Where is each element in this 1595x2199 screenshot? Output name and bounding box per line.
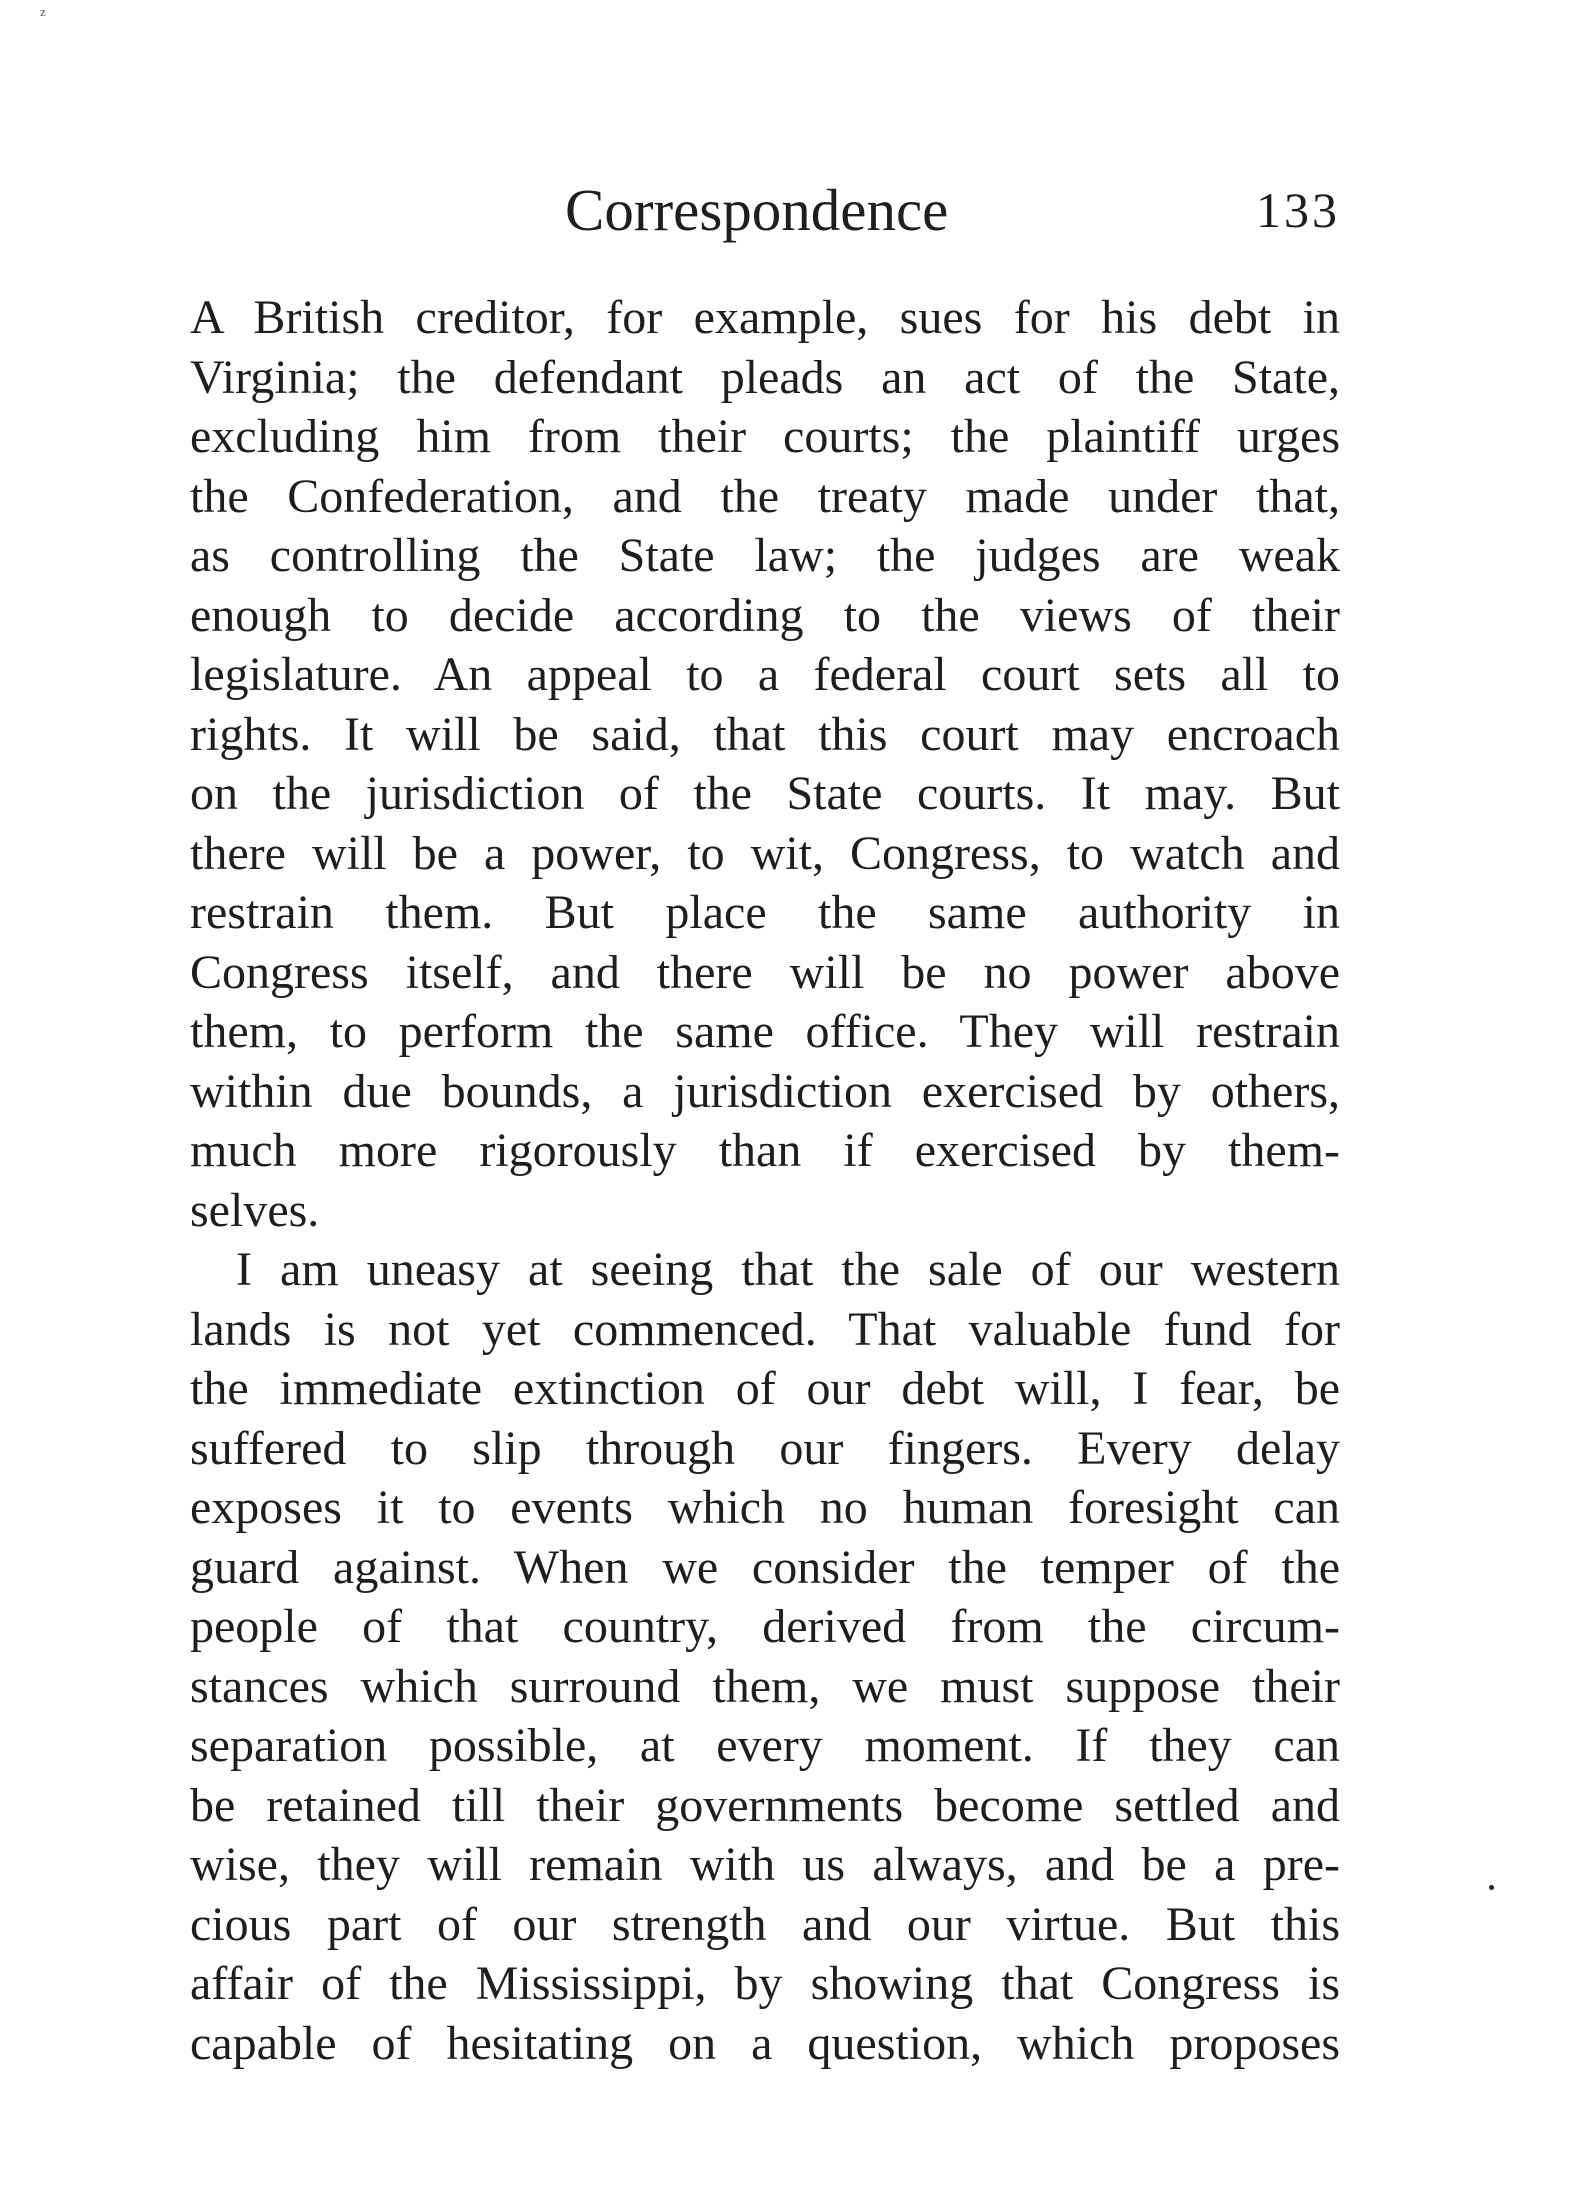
text-line: capable of hesitating on a question, which proposes bbox=[190, 2016, 1340, 2070]
text-line: the immediate extinction of our debt will, I fear, be bbox=[190, 1362, 1340, 1415]
stray-ink-dot bbox=[1489, 1885, 1494, 1890]
text-line: there will be a power, to wit, Congress, to watch and bbox=[190, 826, 1340, 880]
paragraph-1 bbox=[190, 288, 1340, 1240]
text-line: suffered to slip through our fingers. Every delay bbox=[190, 1421, 1340, 1475]
text-line: selves. bbox=[190, 1183, 320, 1237]
running-title: Correspondence bbox=[565, 177, 949, 243]
text-line: people of that country, derived from the circum- bbox=[190, 1600, 1340, 1653]
text-block bbox=[190, 288, 1340, 2073]
corner-mark: z bbox=[40, 4, 46, 19]
running-head bbox=[190, 170, 1340, 250]
text-line: within due bounds, a jurisdiction exercised by others, bbox=[190, 1064, 1340, 1118]
text-line: much more rigorously than if exercised by them- bbox=[190, 1124, 1340, 1177]
text-line: on the jurisdiction of the State courts. It may. But bbox=[190, 767, 1340, 820]
text-line: lands is not yet commenced. That valuable fund for bbox=[190, 1302, 1340, 1356]
text-line: enough to decide according to the views of their bbox=[190, 588, 1340, 642]
page-number: 133 bbox=[1256, 182, 1340, 238]
text-line: the Confederation, and the treaty made under that, bbox=[190, 469, 1340, 523]
text-line: affair of the Mississippi, by showing that Congress is bbox=[190, 1957, 1340, 2010]
text-line: exposes it to events which no human foresight can bbox=[190, 1481, 1340, 1534]
text-line: excluding him from their courts; the plaintiff urges bbox=[190, 410, 1340, 463]
text-line: rights. It will be said, that this court may encroach bbox=[190, 707, 1340, 761]
text-line: Virginia; the defendant pleads an act of the State, bbox=[190, 350, 1340, 404]
text-line: I am uneasy at seeing that the sale of our western bbox=[236, 1243, 1340, 1296]
text-line: be retained till their governments become settled and bbox=[190, 1778, 1340, 1832]
text-line: stances which surround them, we must suppose their bbox=[190, 1659, 1340, 1713]
text-line: them, to perform the same office. They will restrain bbox=[190, 1005, 1340, 1058]
text-line: restrain them. But place the same authority in bbox=[190, 886, 1340, 939]
text-line: separation possible, at every moment. If they can bbox=[190, 1719, 1340, 1772]
text-line: wise, they will remain with us always, and be a pre- bbox=[190, 1838, 1340, 1891]
text-line: as controlling the State law; the judges are weak bbox=[190, 529, 1340, 582]
text-line: cious part of our strength and our virtue. But this bbox=[190, 1897, 1340, 1951]
text-line: Congress itself, and there will be no power above bbox=[190, 945, 1340, 999]
paragraph-2 bbox=[190, 1240, 1340, 2073]
text-line: legislature. An appeal to a federal court sets all to bbox=[190, 648, 1340, 701]
text-line: guard against. When we consider the temper of the bbox=[190, 1540, 1340, 1594]
text-line: A British creditor, for example, sues for his debt in bbox=[190, 291, 1340, 344]
